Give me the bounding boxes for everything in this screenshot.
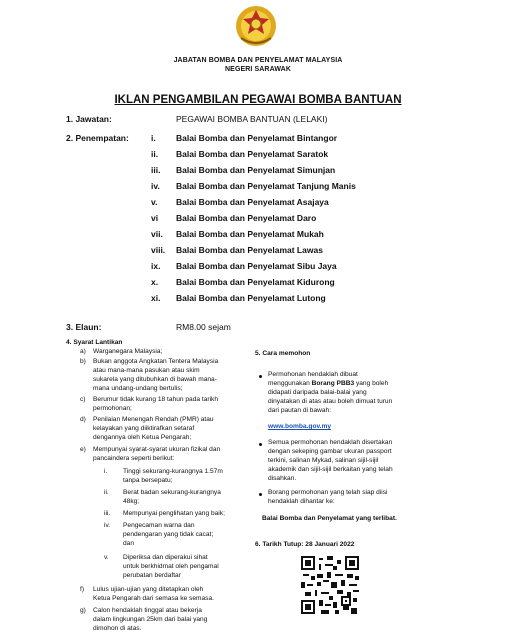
syarat-b-line: mana undang-undang bertulis; [93,385,183,392]
cara-destination: Balai Bomba dan Penyelamat yang terlibat. [262,515,397,522]
closing-date: 6. Tarikh Tutup: 28 Januari 2022 [255,541,355,548]
text-run: yang boleh [354,380,389,387]
elaun-label: 3. Elaun: [66,322,102,332]
syarat-f-line: Ketua Pengarah dari semasa ke semasa. [93,595,214,602]
syarat-a: Warganegara Malaysia; [93,348,163,355]
list-item: Balai Bomba dan Penyelamat Saratok [176,149,329,159]
syarat-e-line: Mempunyai syarat-syarat ukuran fizikal dan [93,446,221,453]
cara-p1-line: dari pautan di bawah: [268,407,332,414]
bullet-icon [259,375,262,378]
cara-p3-line: Borang permohonan yang telah siap diisi [268,489,388,496]
jawatan-value: PEGAWAI BOMBA BANTUAN (LELAKI) [176,114,328,124]
item-marker: iv. [104,522,111,529]
text-run: menggunakan [268,380,312,387]
syarat-heading: 4. Syarat Lantikan [66,339,123,346]
list-item-number: ix. [151,261,161,271]
list-item: Balai Bomba dan Penyelamat Tanjung Manis [176,181,356,191]
bullet-icon [259,493,262,496]
list-item-number: vii. [151,229,163,239]
item-marker: f) [80,586,85,593]
item-marker: c) [80,396,86,403]
syarat-e-v-line: Diperiksa dan diperakui sihat [123,554,208,561]
syarat-e-i-line: tanpa bersepatu; [123,477,173,484]
cara-p2-line: Semua permohonan hendaklah disertakan [268,439,393,446]
syarat-e-i-line: Tinggi sekurang-kurangnya 1.57m [123,468,223,475]
item-marker: ii. [104,489,109,496]
list-item: Balai Bomba dan Penyelamat Sibu Jaya [176,261,337,271]
penempatan-label: 2. Penempatan: [66,133,129,143]
syarat-b-line: atau mana-mana pasukan atau skim [93,367,200,374]
list-item: Balai Bomba dan Penyelamat Mukah [176,229,324,239]
syarat-e-ii-line: 48kg; [123,498,140,505]
syarat-e-line: pancaindera seperti berikut: [93,455,175,462]
syarat-b-line: sukarela yang ditubuhkan di bawah mana- [93,376,217,383]
list-item: Balai Bomba dan Penyelamat Lutong [176,293,326,303]
syarat-e-v-line: perubatan berdaftar [123,572,181,579]
page-title: IKLAN PENGAMBILAN PEGAWAI BOMBA BANTUAN [114,94,402,106]
cara-p2-line: disahkan. [268,475,297,482]
syarat-e-v-line: untuk berkhidmat oleh pengamal [123,563,219,570]
syarat-f-line: Lulus ujian-ujian yang ditetapkan oleh [93,586,204,593]
cara-p2-line: dengan sekeping gambar ukuran passport [268,448,392,455]
list-item-number: vi [151,213,159,223]
syarat-d-line: kelayakan yang diiktirafkan setaraf [93,425,195,432]
syarat-e-ii-line: Berat badan sekurang-kurangnya [123,489,221,496]
cara-p1-line [268,380,388,388]
cara-p2-line: terkini, salinan Mykad, salinan sijil-sijil [268,457,379,464]
item-marker: iii. [104,510,111,517]
item-marker: e) [80,446,86,453]
form-name: Borang PBB3 [311,380,355,387]
list-item-number: xi. [151,293,161,303]
syarat-g-line: dalam lingkungan 25km dari balai yang [93,616,208,623]
list-item: Balai Bomba dan Penyelamat Lawas [176,245,323,255]
syarat-g-line: Calon hendaklah tinggal atau bekerja [93,607,202,614]
bomba-website-link[interactable]: www.bomba.gov.my [268,423,332,430]
item-marker: d) [80,416,86,423]
list-item: Balai Bomba dan Penyelamat Asajaya [176,197,329,207]
syarat-d-line: dengannya oleh Ketua Pengarah; [93,434,192,441]
list-item-number: iv. [151,181,160,191]
org-name: JABATAN BOMBA DAN PENYELAMAT MALAYSIA [173,57,343,64]
list-item-number: v. [151,197,158,207]
syarat-c-line: permohonan; [93,405,132,412]
jawatan-label: 1. Jawatan: [66,114,112,124]
cara-heading: 5. Cara memohon [255,350,311,357]
syarat-d-line: Penilaian Menengah Rendah (PMR) atau [93,416,214,423]
list-item-number: x. [151,277,159,287]
list-item-number: ii. [151,149,159,159]
syarat-e-iii: Mempunyai penglihatan yang baik; [123,510,225,517]
cara-p1-line: didapati daripada balai-balai yang [268,389,367,396]
list-item: Balai Bomba dan Penyelamat Daro [176,213,317,223]
item-marker: a) [80,348,86,355]
cara-p3-line: hendaklah dihantar ke: [268,498,335,505]
list-item: Balai Bomba dan Penyelamat Kidurong [176,277,335,287]
cara-p2-line: akademik dan sijil-sijil berkaitan yang telah [268,466,393,473]
syarat-b-line: Bukan anggota Angkatan Tentera Malaysia [93,358,219,365]
list-item-number: viii. [151,245,166,255]
syarat-e-iv-line: Pengecaman warna dan [123,522,195,529]
qr-code[interactable] [301,556,359,614]
org-state: NEGERI SARAWAK [225,66,291,73]
list-item: Balai Bomba dan Penyelamat Bintangor [176,133,338,143]
syarat-e-iv-line: dan [123,540,135,547]
list-item: Balai Bomba dan Penyelamat Simunjan [176,165,336,175]
cara-p1-line: Permohonan hendaklah dibuat [268,371,358,378]
bullet-icon [259,443,262,446]
syarat-g-line: dimohon di atas. [93,625,142,632]
syarat-c-line: Berumur tidak kurang 18 tahun pada tarikh [93,396,218,403]
item-marker: b) [80,358,86,365]
list-item-number: iii. [151,165,161,175]
syarat-e-iv-line: pendengaran yang tidak cacat; [123,531,214,538]
bomba-crest-logo [233,2,279,48]
item-marker: g) [80,607,86,614]
cara-p1-line: dinyatakan di atas atau boleh dimuat turun [268,398,393,405]
elaun-value: RM8.00 sejam [176,322,231,332]
item-marker: v. [104,554,109,561]
list-item-number: i. [151,133,156,143]
item-marker: i. [104,468,108,475]
